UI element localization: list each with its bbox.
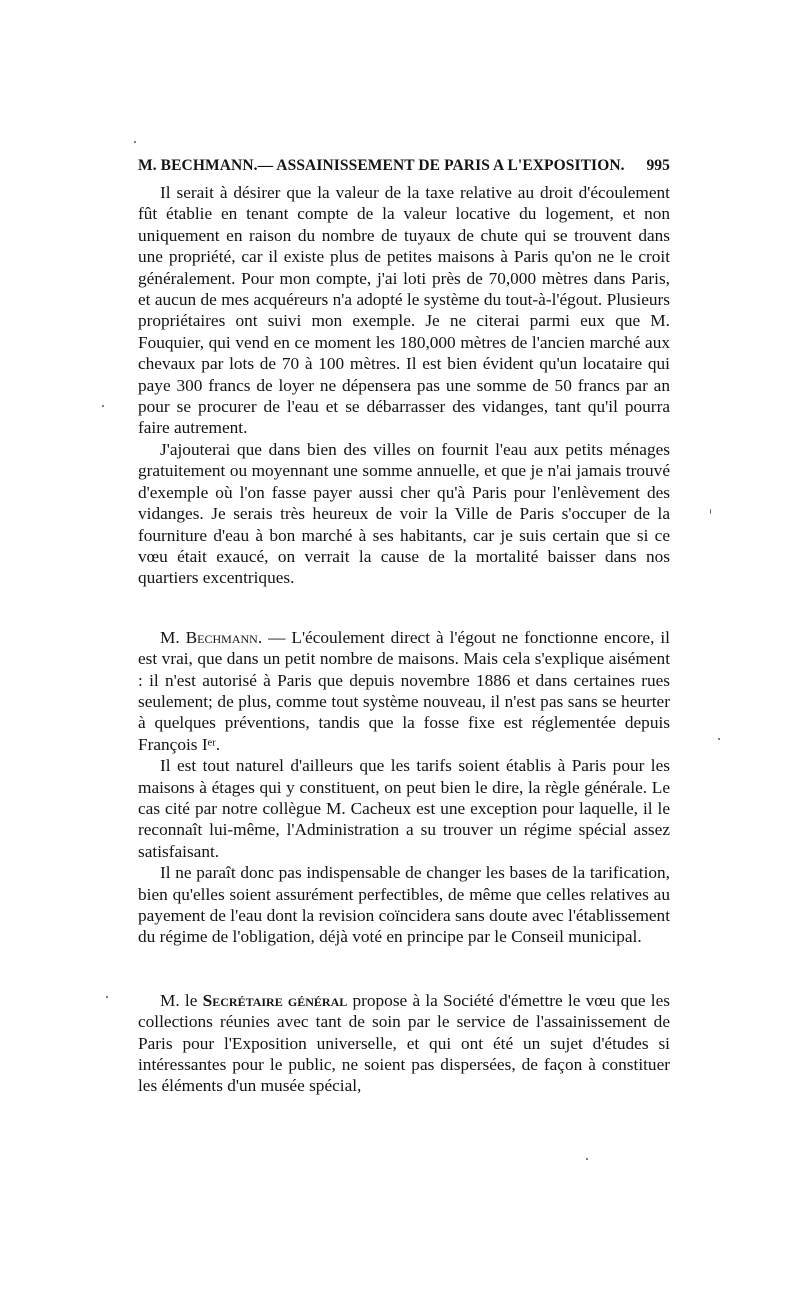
paragraph-3	[138, 627, 670, 755]
book-page	[138, 156, 670, 1097]
print-speck	[102, 405, 104, 407]
running-head	[138, 156, 670, 176]
page-number: 995	[646, 157, 670, 174]
print-speck	[106, 996, 108, 998]
paragraph-4: Il est tout naturel d'ailleurs que les tarifs soient établis à Paris pour les maisons à étages qui y constituent, on peut bien le dire, la règle générale. Le cas cité par notre collègue M. Cacheux est une exception pour laquelle, il le reconnaît lui-même, l'Administration a su trouver un régime spécial assez satisfaisant.	[138, 756, 670, 861]
paragraph-6-text: propose à la Société d'émettre le vœu que les collections réunies avec tant de soin par le service de l'assainissement de Paris pour l'Exposition universelle, et qui ont été un sujet d'études si intéressantes pour le public, ne soient pas dispersées, de façon à constituer les éléments d'un musée spécial,	[138, 990, 670, 1096]
paragraph-1: Il serait à désirer que la valeur de la taxe relative au droit d'écoulement fût établie en tenant compte de la valeur locative du logement, et non uniquement en raison du nombre de tuyaux de chute qui se trouvent dans une propriété, car il existe plus de petites maisons à Paris qu'on ne le croit généralement. Pour mon compte, j'ai loti près de 70,000 mètres dans Paris, et aucun de mes acquéreurs n'a adopté le système du tout-à-l'égout. Plusieurs propriétaires ont suivi mon exemple. Je ne citerai parmi eux que M. Fouquier, qui vend en ce moment les 180,000 mètres de l'ancien marché aux chevaux par lots de 70 à 100 mètres. Il est bien évident qu'un locataire qui paye 300 francs de loyer ne dépensera pas une somme de 50 francs par an pour se procurer de l'eau et se débarrasser des vidanges, tant qu'il pourra faire autrement.	[138, 183, 670, 438]
paragraph-5: Il ne paraît donc pas indispensable de changer les bases de la tarification, bien qu'elles soient assurément perfectibles, de même que celles relatives au payement de l'eau dont la revision coïncidera sans doute avec l'établissement du régime de l'obligation, déjà voté en principe par le Conseil municipal.	[138, 863, 670, 947]
speaker-name: M. Bechmann.	[160, 627, 263, 647]
print-speck	[718, 738, 720, 740]
running-title: M. BECHMANN.— ASSAINISSEMENT DE PARIS A L'EXPOSITION.	[138, 157, 625, 174]
paragraph-6	[138, 990, 670, 1097]
paragraph-6-prefix: M. le	[160, 990, 203, 1010]
print-speck	[134, 141, 136, 143]
speaker-title: Secrétaire général	[202, 990, 348, 1010]
paragraph-2: J'ajouterai que dans bien des villes on fournit l'eau aux petits ménages gratuitement ou moyennant une somme annuelle, et que je n'ai jamais trouvé d'exemple où l'on fasse payer aussi cher qu'à Paris pour l'enlèvement des vidanges. Je serais très heureux de voir la Ville de Paris s'occuper de la fourniture d'eau à bon marché à ses habitants, car je suis certain que si ce vœu était exaucé, on verrait la cause de la mortalité baisser dans nos quartiers excentriques.	[138, 439, 670, 588]
print-speck	[710, 509, 711, 514]
print-speck	[586, 1158, 588, 1160]
paragraph-3-text: — L'écoulement direct à l'égout ne fonctionne encore, il est vrai, que dans un petit nombre de maisons. Mais cela s'explique aisément : il n'est autorisé à Paris que depuis novembre 1886 et dans certaines rues seulement; de plus, comme tout système nouveau, il n'est pas sans se heurter à quelques préventions, tandis que la fosse fixe est réglementée depuis François Iᵉʳ.	[138, 627, 670, 754]
